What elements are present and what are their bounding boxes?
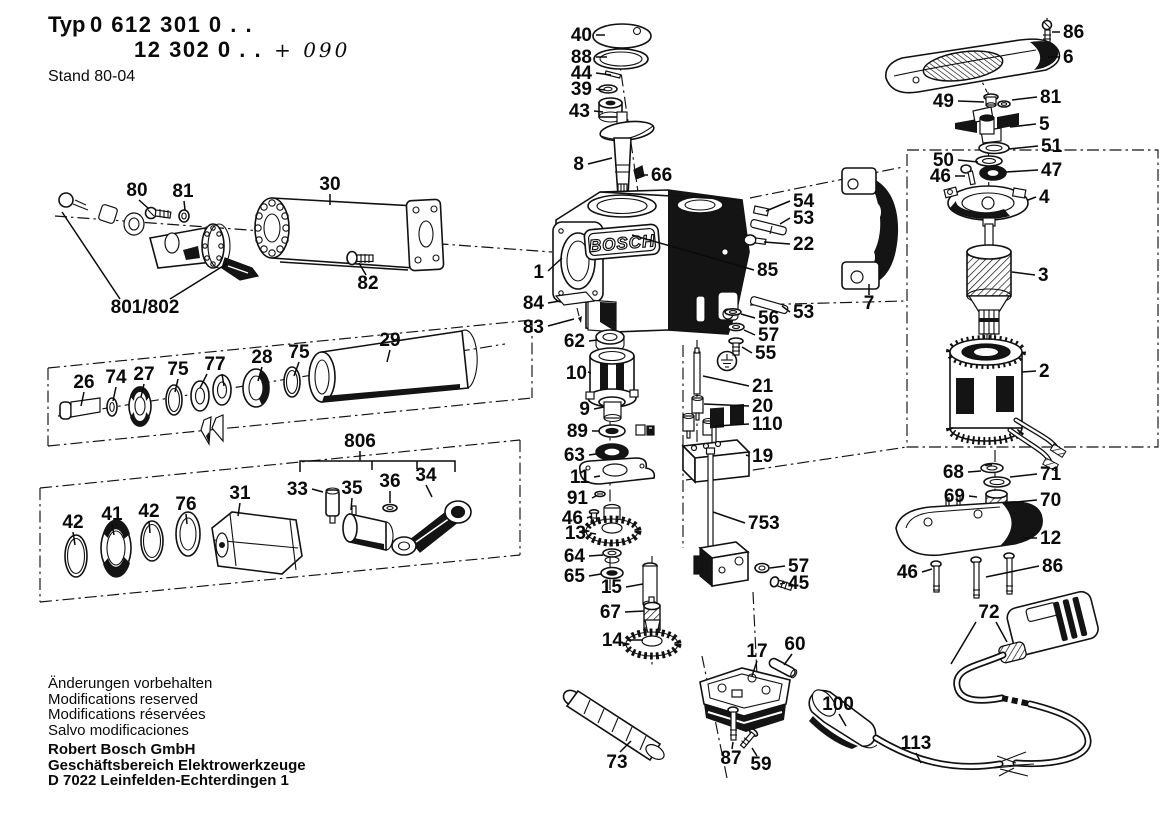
part-label-57: 57 (788, 556, 810, 577)
title-block (48, 12, 350, 86)
part-63-bearing (596, 444, 628, 460)
part-26-bolt (60, 398, 100, 419)
part-label-1: 1 (533, 262, 544, 283)
part-81-washer-right (998, 101, 1010, 107)
company-address: D 7022 Leinfelden-Echterdingen 1 (48, 772, 289, 789)
part-label-88: 88 (570, 47, 592, 68)
part-label-27: 27 (133, 364, 155, 385)
leader-line-49 (958, 101, 984, 102)
part-label-26: 26 (73, 372, 95, 393)
leader-line-65 (589, 574, 601, 576)
leader-line-39 (596, 89, 605, 90)
part-89-washer (599, 425, 654, 437)
leader-line-8 (588, 158, 612, 164)
part-17-bottom-cover (700, 668, 790, 732)
part-label-75: 75 (288, 342, 310, 363)
leader-line-50 (958, 160, 978, 162)
part-49-bushing (984, 94, 998, 107)
part-42-ring-b (141, 521, 163, 561)
part-7-handle (842, 168, 898, 289)
part-label-30: 30 (319, 174, 341, 195)
leader-line-84 (548, 301, 560, 303)
part-4-bearing-bracket (944, 186, 1028, 220)
leader-line-4 (1028, 197, 1036, 200)
part-label-65: 65 (563, 566, 585, 587)
leader-line-51 (1009, 146, 1038, 149)
leader-line-33 (312, 489, 323, 492)
part-label-66: 66 (651, 165, 673, 186)
leader-line-22 (764, 242, 790, 244)
part-label-36: 36 (379, 471, 401, 492)
leader-line-11 (594, 476, 600, 477)
part-46-screw-right (961, 165, 975, 185)
part-label-100: 100 (822, 694, 854, 715)
part-76-ring (176, 512, 200, 556)
leader-line-43 (594, 111, 603, 112)
leader-line-19 (746, 455, 749, 456)
part-57-washer-upper (728, 323, 744, 330)
part-34-connecting-rod (392, 501, 471, 555)
leader-line-15 (626, 584, 643, 587)
part-label-73: 73 (606, 752, 628, 773)
part-91-clip (595, 492, 605, 497)
part-22-thumb-screw (744, 235, 766, 245)
leader-line-54 (766, 201, 790, 211)
part-83-screw (577, 308, 582, 323)
part-40-disc (593, 24, 651, 48)
part-75-ring-a (166, 385, 182, 415)
leader-line-53 (780, 218, 790, 224)
part-12-bottom-plate (896, 496, 1042, 555)
leader-line-55 (742, 347, 752, 353)
leader-line-81 (1012, 97, 1037, 100)
leader-line-35 (351, 498, 352, 510)
leader-line-80 (139, 200, 149, 209)
part-label-29: 29 (379, 330, 401, 351)
company-division: Geschäftsbereich Elektrowerkzeuge (48, 756, 306, 774)
part-label-113: 113 (900, 733, 932, 754)
earth-symbol (718, 352, 737, 371)
part-label-81: 81 (1040, 87, 1062, 108)
part-31-striker (212, 512, 302, 574)
part-64-washers (603, 549, 621, 563)
part-33-pin (326, 488, 339, 523)
part-label-10: 10 (565, 363, 587, 384)
part-label-801-802: 801/802 (110, 297, 180, 318)
part-1-housing (553, 190, 749, 334)
part-9-sleeve (599, 397, 625, 422)
part-label-9: 9 (579, 399, 590, 420)
leader-line-62 (589, 340, 597, 341)
bosch-logo-plate (584, 224, 660, 260)
part-47-bearing (980, 166, 1006, 180)
part-label-39: 39 (570, 79, 592, 100)
part-label-41: 41 (101, 504, 123, 525)
part-label-7: 7 (863, 293, 875, 314)
leader-line-69 (969, 496, 977, 497)
part-label-43: 43 (568, 101, 590, 122)
part-label-45: 45 (788, 573, 810, 594)
part-label-17: 17 (746, 641, 768, 662)
part-66-screw (634, 166, 644, 179)
leader-line-91 (592, 496, 596, 498)
part-label-59: 59 (750, 754, 772, 775)
leader-line-21 (703, 376, 749, 386)
leader-line-753 (713, 512, 745, 523)
part-46-screw-plate (931, 561, 941, 592)
model-number-line1: 0 612 301 0 . . (89, 12, 254, 37)
part-label-55: 55 (755, 343, 777, 364)
leader-line-81 (184, 201, 185, 210)
leader-line-67 (625, 611, 644, 612)
part-20-terminals (683, 396, 703, 439)
part-label-54: 54 (793, 191, 815, 212)
leader-line-57 (770, 566, 785, 568)
part-label-83: 83 (522, 317, 544, 338)
part-36-washer (383, 505, 397, 512)
part-label-70: 70 (1040, 490, 1062, 511)
part-label-87: 87 (720, 748, 742, 769)
part-label-4: 4 (1039, 187, 1050, 208)
part-53-pin-upper (750, 219, 787, 235)
part-41-seal (101, 519, 131, 577)
part-label-46: 46 (561, 508, 583, 529)
part-label-22: 22 (793, 234, 815, 255)
part-label-56: 56 (758, 308, 780, 329)
part-label-6: 6 (1063, 47, 1074, 68)
part-label-46: 46 (929, 166, 951, 187)
part-label-34: 34 (415, 465, 437, 486)
part-68-washer (981, 464, 1003, 473)
company-name: Robert Bosch GmbH (48, 741, 196, 758)
part-51-washer (979, 143, 1009, 154)
part-label-46: 46 (896, 562, 918, 583)
part-label-110: 110 (752, 414, 783, 435)
part-42-ring-a (65, 535, 87, 577)
part-80-screw (146, 208, 171, 219)
part-label-85: 85 (757, 260, 779, 281)
part-label-47: 47 (1041, 160, 1063, 181)
typ-label: Typ (48, 12, 86, 37)
part-50-washer (976, 156, 1002, 166)
part-label-53: 53 (793, 208, 815, 229)
leader-line-9 (594, 407, 604, 409)
part-label-89: 89 (566, 421, 588, 442)
part-label-71: 71 (1040, 464, 1062, 485)
part-label-69: 69 (943, 486, 965, 507)
part-57-washer-switch (755, 564, 769, 573)
part-label-81: 81 (172, 181, 194, 202)
stand-date: Stand 80-04 (48, 68, 136, 85)
part-71-washer (984, 477, 1010, 487)
leader-line-42 (149, 521, 150, 533)
part-label-80: 80 (126, 180, 148, 201)
part-56-washer (725, 309, 741, 315)
part-74-washer (107, 398, 117, 416)
part-75-ring-b (284, 367, 300, 397)
part-11-plate (580, 458, 655, 484)
part-label-31: 31 (229, 483, 251, 504)
note-es: Salvo modificaciones (48, 721, 189, 739)
note-de: Änderungen vorbehalten (48, 675, 213, 692)
model-number-line2: 12 302 0 . . (134, 37, 263, 62)
part-5-fan (955, 107, 1019, 143)
leader-line-63 (589, 454, 596, 455)
note-en: Modifications reserved (48, 690, 199, 708)
part-label-42: 42 (138, 501, 160, 522)
part-label-5: 5 (1039, 114, 1050, 135)
part-label-21: 21 (752, 376, 774, 397)
leader-line-47 (1006, 170, 1038, 172)
leader-line-10 (588, 372, 591, 373)
part-88-ring (594, 49, 648, 69)
part-label-14: 14 (601, 630, 623, 651)
part-label-3: 3 (1038, 265, 1049, 286)
part-label-77: 77 (204, 354, 226, 375)
model-line-1 (48, 12, 350, 38)
part-2-stator (950, 339, 1066, 471)
leader-line-71 (1010, 474, 1037, 477)
model-line-2 (48, 37, 350, 63)
part-label-40: 40 (570, 25, 592, 46)
part-label-20: 20 (752, 396, 774, 417)
part-label-67: 67 (599, 602, 621, 623)
part-label-91: 91 (566, 488, 588, 509)
part-label-63: 63 (563, 445, 585, 466)
part-label-86: 86 (1042, 556, 1064, 577)
part-label-50: 50 (932, 150, 954, 171)
leader-line-2 (1022, 371, 1036, 372)
leader-line-57 (744, 330, 755, 335)
leader-line-56 (741, 314, 755, 318)
part-label-75: 75 (167, 359, 189, 380)
part-label-28: 28 (251, 347, 273, 368)
footer-block (48, 676, 306, 789)
part-label-806: 806 (344, 431, 376, 452)
leader-line-68 (968, 471, 981, 472)
part-6-top-cover (886, 39, 1060, 93)
part-14-gear (626, 620, 678, 656)
leader-line-83 (548, 319, 574, 326)
part-label-84: 84 (522, 293, 544, 314)
part-21-pin (694, 348, 700, 394)
leader-line-34 (426, 485, 432, 497)
part-label-2: 2 (1039, 361, 1050, 382)
part-28-ring (243, 369, 269, 407)
note-fr: Modifications réservées (48, 706, 206, 723)
leader-line-45 (780, 583, 785, 584)
part-label-57: 57 (758, 325, 780, 346)
part-label-86: 86 (1063, 22, 1085, 43)
bosch-logo-text: BOSCH (588, 231, 657, 256)
leader-line-76 (186, 514, 187, 524)
part-label-11: 11 (569, 467, 590, 488)
part-label-8: 8 (573, 154, 584, 175)
leader-line-46 (922, 569, 932, 572)
part-label-35: 35 (341, 478, 363, 499)
part-label-13: 13 (564, 523, 586, 544)
part-label-33: 33 (286, 479, 308, 500)
part-label-74: 74 (105, 367, 127, 388)
part-label-753: 753 (748, 513, 780, 534)
part-label-42: 42 (62, 512, 84, 533)
part-label-15: 15 (600, 577, 622, 598)
part-77-washers (191, 375, 231, 444)
part-label-53: 53 (793, 302, 815, 323)
part-label-62: 62 (563, 331, 585, 352)
leader-line-13 (590, 533, 596, 534)
part-label-82: 82 (357, 273, 379, 294)
part-label-60: 60 (784, 634, 806, 655)
part-8-eccentric-shaft (599, 112, 655, 196)
leader-line-3 (1012, 272, 1035, 275)
handwritten-note: + 090 (274, 38, 351, 62)
part-label-68: 68 (942, 462, 964, 483)
part-label-12: 12 (1040, 528, 1062, 549)
part-27-bearing (129, 386, 151, 427)
part-35-piston (343, 506, 393, 550)
part-label-76: 76 (175, 494, 197, 515)
part-3-armature (967, 218, 1011, 354)
part-label-44: 44 (570, 63, 592, 84)
part-label-72: 72 (978, 602, 1000, 623)
part-label-51: 51 (1041, 136, 1063, 157)
part-group-801-802 (59, 193, 258, 280)
leader-line-60 (784, 654, 792, 665)
part-81-washer-left (179, 210, 189, 222)
part-label-19: 19 (752, 446, 774, 467)
leader-line-64 (589, 555, 603, 556)
part-label-64: 64 (563, 546, 585, 567)
part-label-49: 49 (932, 91, 954, 112)
